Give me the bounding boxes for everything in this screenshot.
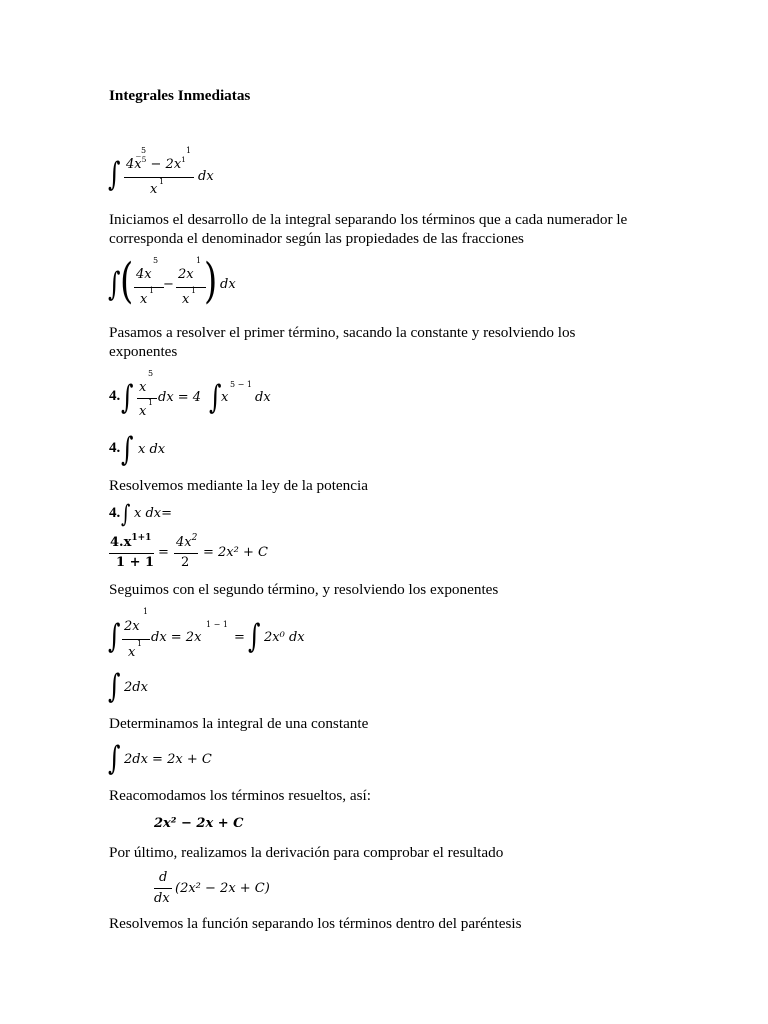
exp-1: 1 (186, 146, 192, 155)
term2-num: 2x (178, 267, 194, 282)
paragraph-7: Por último, realizamos la derivación para comprobar el resultado (109, 844, 504, 861)
term1-den: x (140, 292, 148, 307)
den-exp: 1 (137, 639, 143, 648)
paragraph-4: Seguimos con el segundo término, y resolviendo los exponentes (109, 581, 499, 598)
integral-sign: ∫ (121, 500, 131, 529)
integral-sign: ∫ (121, 378, 134, 417)
const-int: 2dx = 2x + C (124, 752, 212, 767)
rhs-dx: dx (255, 390, 271, 405)
den-exp: 1 (148, 398, 154, 407)
paragraph-6: Reacomodamos los términos resueltos, así: (109, 787, 371, 804)
paragraph-8: Resolvemos la función separando los términos dentro del paréntesis (109, 915, 522, 932)
term2-den-exp: 1 (191, 286, 197, 295)
constant-4: 4. (109, 505, 121, 521)
integral-sign-2: ∫ (209, 378, 222, 417)
pow-den: 1 + 1 (116, 555, 155, 570)
deriv-den: dx (154, 891, 170, 906)
rhs-exp: 5 − 1 (230, 380, 252, 389)
numerator: $4x^5 - 2x^1$ (126, 155, 186, 172)
document-title: Integrales Inmediatas (109, 87, 251, 104)
num-2x: 2x (124, 619, 140, 634)
num-exp: 1 (143, 607, 149, 616)
eq-rhs: dx = 4 (158, 390, 202, 405)
integral-sign: ∫ (108, 667, 121, 706)
deriv-num: d (159, 870, 168, 885)
minus-sign: − (163, 277, 174, 292)
term2-den: x (182, 292, 190, 307)
pow-num: $4.x^{1+1}$ (110, 533, 152, 550)
integral-sign: ∫ (121, 430, 134, 469)
eq-rhs: dx = 2x (151, 630, 202, 645)
integral-sign: ∫ (108, 739, 121, 778)
dx: dx (220, 277, 236, 292)
pow-num2: $4x^2$ (176, 533, 198, 550)
pow-den2: 2 (181, 555, 190, 570)
paragraph-1a: Iniciamos el desarrollo de la integral separando los términos que a cada numerador le (109, 211, 628, 228)
integral-sign-2: ∫ (248, 617, 261, 656)
constant-4: 4. (109, 388, 121, 404)
x-dx-eq: x dx= (134, 506, 173, 521)
constant-4: 4. (109, 440, 121, 456)
den-x: x (139, 404, 147, 419)
num-x: x (139, 380, 147, 395)
exp-5: 5 (141, 146, 147, 155)
right-paren: ) (204, 253, 218, 310)
integral-sign: ∫ (108, 617, 121, 656)
rhs-exp: 1 − 1 (206, 620, 228, 629)
fraction-bar (137, 398, 157, 399)
paragraph-1b: corresponda el denominador según las propiedades de las fracciones (109, 230, 524, 247)
second-res: 2x⁰ dx (264, 630, 305, 645)
fraction-bar-1 (109, 553, 154, 554)
term1-exp: 5 (153, 256, 159, 265)
eq-sign: = (234, 630, 245, 645)
paragraph-5: Determinamos la integral de una constante (109, 715, 369, 732)
dx: dx (198, 169, 214, 184)
left-paren: ( (120, 253, 134, 310)
paragraph-3: Resolvemos mediante la ley de la potencia (109, 477, 368, 494)
final-result: 2x² − 2x + C (154, 816, 244, 831)
integral-sign: ∫ (108, 155, 121, 194)
denominator: x (150, 182, 158, 197)
fraction-bar (122, 639, 150, 640)
pow-result: = 2x² + C (203, 545, 268, 560)
term2-exp: 1 (196, 256, 202, 265)
fraction-bar-2 (174, 553, 198, 554)
den-x: x (128, 645, 136, 660)
x-dx: x dx (138, 442, 166, 457)
den-exp: 1 (159, 177, 165, 186)
two-dx: 2dx (124, 680, 148, 695)
term1-den-exp: 1 (149, 286, 155, 295)
term1-num: 4x (136, 267, 152, 282)
rhs-x: x (221, 390, 229, 405)
fraction-bar (154, 888, 172, 889)
integral-sign: ∫ (108, 265, 121, 304)
paragraph-2a: Pasamos a resolver el primer término, sacando la constante y resolviendo los (109, 324, 576, 341)
deriv-expr: (2x² − 2x + C) (175, 881, 270, 896)
num-exp: 5 (148, 369, 154, 378)
eq-sign: = (158, 545, 169, 560)
paragraph-2b: exponentes (109, 343, 178, 360)
